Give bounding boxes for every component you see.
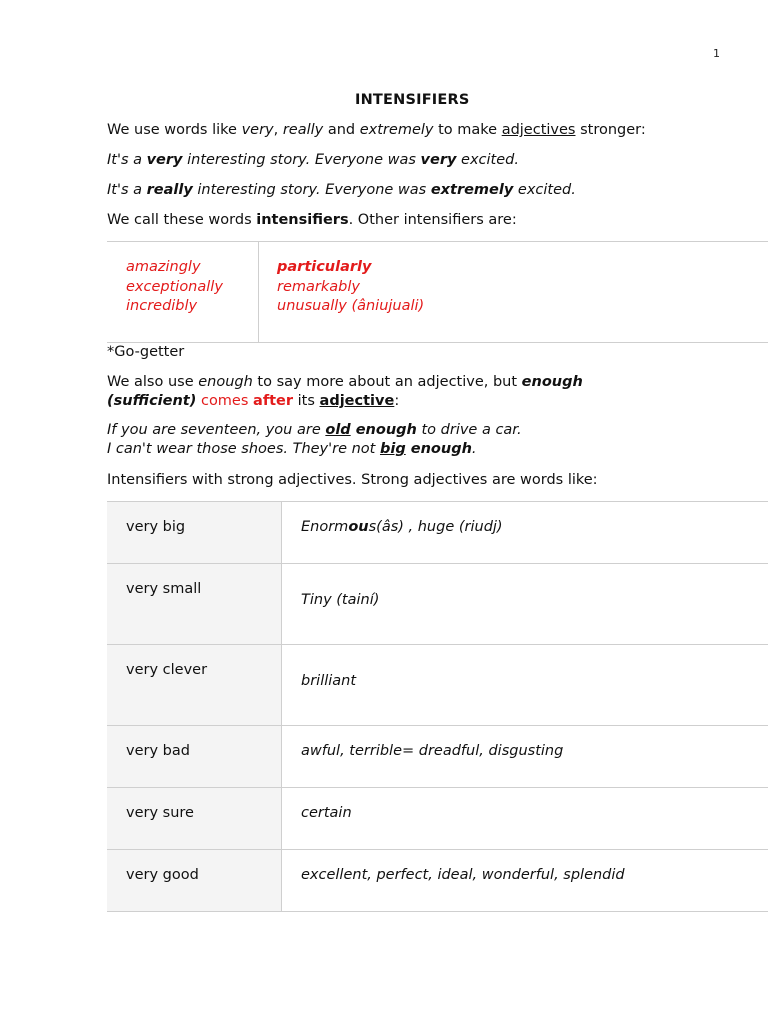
- word-enough: enough: [198, 374, 253, 390]
- intensifier-column-1: [126, 258, 223, 317]
- sentence-text: excited.: [513, 182, 576, 198]
- intensifier-word: exceptionally: [126, 278, 223, 295]
- example-sentence-1: [107, 152, 519, 168]
- adjective-underlined: adjective: [319, 393, 395, 409]
- cell-text: s(âs) , huge (riudj): [368, 519, 503, 535]
- bold-word: intensifiers: [256, 212, 349, 228]
- intensifier-word: amazingly: [126, 259, 201, 275]
- table-cell-right: Tiny (tainí): [282, 564, 768, 645]
- sentence-text: We call these words: [107, 212, 257, 228]
- table-cell-right: awful, terrible= dreadful, disgusting: [282, 726, 768, 788]
- table-cell-left: very big: [107, 502, 282, 564]
- adjectives-link[interactable]: adjectives: [501, 122, 576, 138]
- sentence-text: interesting story. Everyone was: [192, 182, 431, 198]
- intensifiers-intro: [107, 212, 517, 228]
- intensifier-word: remarkably: [277, 278, 360, 295]
- sentence-text: to drive a car.: [416, 422, 522, 438]
- table-row: [107, 726, 768, 788]
- enough-example-2: [107, 441, 477, 457]
- sentence-text: excited.: [456, 152, 519, 168]
- intro-paragraph: [107, 122, 646, 138]
- go-getter-note: *Go-getter: [107, 344, 185, 360]
- bold-word: enough: [405, 441, 472, 457]
- word-extremely: extremely: [359, 122, 434, 138]
- sentence-text: interesting story. Everyone was: [182, 152, 421, 168]
- cell-text: Enorm: [301, 519, 349, 535]
- red-bold-after: after: [253, 393, 294, 409]
- intro-text: ,: [273, 122, 283, 138]
- sentence-text: We also use: [107, 374, 199, 390]
- underlined-adjective: old: [325, 422, 351, 438]
- enough-example-1: [107, 422, 522, 438]
- word-enough-bold: enough: [521, 374, 583, 390]
- table-cell-right: certain: [282, 788, 768, 850]
- sentence-text: . Other intensifiers are:: [348, 212, 517, 228]
- enough-paragraph-line-1: [107, 374, 583, 390]
- table-cell-left: very clever: [107, 645, 282, 726]
- sentence-text: If you are seventeen, you are: [107, 422, 326, 438]
- intro-text: to make: [433, 122, 502, 138]
- table-cell-left: very bad: [107, 726, 282, 788]
- page-number: 1: [713, 47, 720, 60]
- cell-bold-text: ou: [348, 519, 369, 535]
- word-really: really: [282, 122, 324, 138]
- intensifier-word: unusually (âniujuali): [277, 298, 425, 314]
- word-very: very: [241, 122, 274, 138]
- intensifier-word: particularly: [277, 259, 372, 275]
- strong-adjectives-table: [107, 501, 768, 912]
- table-cell-left: very small: [107, 564, 282, 645]
- intensifier-column-2: [277, 258, 424, 317]
- sentence-text: .: [471, 441, 477, 457]
- table-cell-right: [282, 502, 768, 564]
- sentence-text: I can't wear those shoes. They're not: [107, 441, 380, 457]
- bold-word: enough: [350, 422, 417, 438]
- table-row: [107, 564, 768, 645]
- sentence-text: It's a: [107, 152, 147, 168]
- enough-paragraph-line-2: [107, 393, 399, 409]
- word-sufficient: (sufficient): [107, 393, 197, 409]
- intensifier-word: incredibly: [126, 298, 198, 314]
- strong-adjectives-intro: Intensifiers with strong adjectives. Strong adjectives are words like:: [107, 472, 598, 488]
- bold-word: really: [146, 182, 193, 198]
- underlined-adjective: big: [379, 441, 406, 457]
- sentence-text: It's a: [107, 182, 147, 198]
- table-row: [107, 788, 768, 850]
- table-cell-left: very good: [107, 850, 282, 912]
- table-cell-right: brilliant: [282, 645, 768, 726]
- sentence-text: its: [293, 393, 320, 409]
- sentence-text: :: [394, 393, 400, 409]
- sentence-text: to say more about an adjective, but: [252, 374, 522, 390]
- intro-text: and: [323, 122, 360, 138]
- table-cell-left: very sure: [107, 788, 282, 850]
- example-sentence-2: [107, 182, 576, 198]
- document-page: [107, 0, 768, 1024]
- bold-word: very: [146, 152, 183, 168]
- column-divider: [258, 242, 259, 342]
- intro-text: stronger:: [575, 122, 646, 138]
- table-row: [107, 502, 768, 564]
- page-title: INTENSIFIERS: [355, 92, 470, 108]
- table-row: [107, 645, 768, 726]
- red-text: comes: [196, 393, 254, 409]
- bold-word: extremely: [430, 182, 514, 198]
- intro-text: We use words like: [107, 122, 242, 138]
- bold-word: very: [420, 152, 457, 168]
- table-cell-right: excellent, perfect, ideal, wonderful, splendid: [282, 850, 768, 912]
- table-row: [107, 850, 768, 912]
- intensifier-list-box: [107, 241, 768, 343]
